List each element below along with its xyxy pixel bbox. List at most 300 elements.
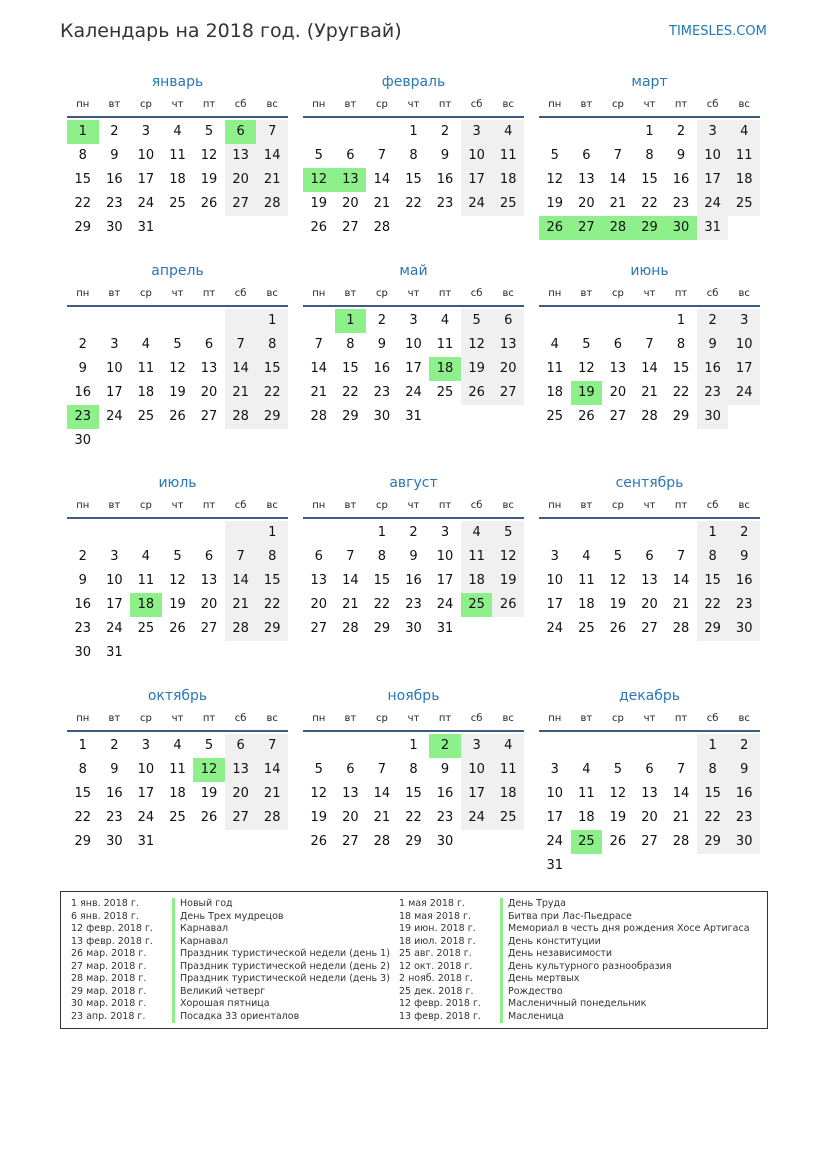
day-cell: 10 bbox=[461, 758, 493, 782]
empty-cell bbox=[193, 429, 225, 453]
day-cell: 27 bbox=[225, 192, 257, 216]
day-cell: 31 bbox=[137, 220, 155, 235]
empty-cell bbox=[634, 521, 666, 545]
day-cell: 17 bbox=[137, 786, 155, 801]
holiday-name: День мертвых bbox=[508, 973, 580, 984]
holiday-marker bbox=[172, 898, 175, 911]
weekday-label: вт bbox=[108, 713, 121, 724]
legend-row bbox=[71, 911, 390, 924]
day-cell: 23 bbox=[106, 196, 123, 211]
day-cell: 11 bbox=[169, 762, 186, 777]
day-cell: 10 bbox=[461, 144, 493, 168]
day-cell: 20 bbox=[641, 597, 658, 612]
day-cell: 17 bbox=[697, 168, 729, 192]
day-cell: 4 bbox=[461, 521, 493, 545]
month-12 bbox=[539, 686, 760, 886]
legend-row bbox=[71, 1011, 390, 1024]
day-cell: 20 bbox=[225, 782, 257, 806]
day-cell: 30 bbox=[436, 834, 454, 849]
day-grid bbox=[539, 120, 760, 240]
weekday-header bbox=[539, 287, 760, 307]
day-grid bbox=[67, 734, 288, 854]
day-cell: 2 bbox=[728, 734, 760, 758]
day-cell: 11 bbox=[461, 545, 493, 569]
weekday-label: сб bbox=[234, 99, 247, 110]
legend-row bbox=[399, 911, 750, 924]
day-cell: 27 bbox=[200, 409, 218, 424]
day-cell: 28 bbox=[602, 216, 634, 240]
holiday-marker bbox=[500, 986, 503, 999]
holiday-name: Праздник туристической недели (день 2) bbox=[180, 960, 390, 972]
weekday-header bbox=[539, 98, 760, 118]
day-cell: 21 bbox=[373, 196, 391, 211]
day-cell: 10 bbox=[137, 762, 155, 777]
month-1 bbox=[67, 72, 288, 272]
day-cell: 11 bbox=[492, 758, 524, 782]
month-11 bbox=[303, 686, 524, 886]
weekday-header bbox=[539, 712, 760, 732]
day-cell: 17 bbox=[106, 385, 123, 400]
day-cell: 6 bbox=[492, 309, 524, 333]
empty-cell bbox=[67, 309, 99, 333]
day-cell: 14 bbox=[225, 357, 257, 381]
site-link[interactable]: TIMESLES.COM bbox=[669, 24, 767, 39]
day-cell: 15 bbox=[641, 172, 658, 187]
empty-cell bbox=[225, 641, 257, 665]
day-cell: 25 bbox=[492, 192, 524, 216]
day-cell: 25 bbox=[169, 810, 186, 825]
day-cell: 24 bbox=[546, 834, 564, 849]
day-cell: 11 bbox=[137, 361, 155, 376]
weekday-label: пн bbox=[76, 288, 90, 299]
weekday-label: сб bbox=[234, 500, 247, 511]
page-title: Календарь на 2018 год. (Уругвай) bbox=[60, 20, 402, 42]
day-cell: 28 bbox=[256, 806, 288, 830]
month-name: август bbox=[389, 475, 438, 491]
month-name: сентябрь bbox=[615, 475, 684, 491]
day-cell: 6 bbox=[346, 762, 355, 777]
holiday-name: День Труда bbox=[508, 898, 566, 909]
legend-row bbox=[399, 898, 750, 911]
empty-cell bbox=[602, 854, 634, 878]
day-cell: 1 bbox=[67, 120, 99, 144]
legend-row bbox=[71, 923, 390, 936]
holiday-name: Праздник туристической недели (день 1) bbox=[180, 948, 390, 959]
day-cell: 26 bbox=[169, 409, 186, 424]
legend-row bbox=[399, 1011, 750, 1024]
day-cell: 21 bbox=[310, 385, 328, 400]
month-9 bbox=[539, 473, 760, 673]
day-cell: 19 bbox=[546, 196, 564, 211]
weekday-header bbox=[67, 287, 288, 307]
day-cell: 2 bbox=[697, 309, 729, 333]
day-cell: 26 bbox=[310, 220, 328, 235]
weekday-label: сб bbox=[706, 713, 719, 724]
month-name: октябрь bbox=[147, 688, 208, 704]
month-name: январь bbox=[151, 74, 204, 90]
day-cell: 7 bbox=[377, 148, 387, 163]
month-3 bbox=[539, 72, 760, 272]
day-cell: 13 bbox=[225, 758, 257, 782]
holiday-name: Хорошая пятница bbox=[180, 998, 270, 1009]
month-5 bbox=[303, 261, 524, 461]
weekday-label: пн bbox=[312, 713, 326, 724]
day-cell: 29 bbox=[405, 834, 422, 849]
weekday-label: вт bbox=[580, 288, 593, 299]
day-grid bbox=[303, 309, 524, 429]
day-cell: 24 bbox=[728, 381, 760, 405]
day-cell: 1 bbox=[697, 521, 729, 545]
empty-cell bbox=[162, 641, 194, 665]
empty-cell bbox=[225, 429, 257, 453]
day-cell: 13 bbox=[310, 573, 328, 588]
day-cell: 10 bbox=[546, 573, 564, 588]
day-cell: 23 bbox=[74, 621, 92, 636]
day-cell: 20 bbox=[225, 168, 257, 192]
day-cell: 24 bbox=[546, 621, 564, 636]
day-cell: 18 bbox=[461, 569, 493, 593]
empty-cell bbox=[193, 830, 225, 854]
day-cell: 6 bbox=[645, 762, 654, 777]
day-cell: 27 bbox=[641, 621, 658, 636]
month-2 bbox=[303, 72, 524, 272]
holiday-date: 29 мар. 2018 г. bbox=[71, 985, 147, 997]
empty-cell bbox=[130, 521, 162, 545]
day-cell: 8 bbox=[676, 337, 686, 352]
day-cell: 7 bbox=[377, 762, 387, 777]
day-cell: 16 bbox=[405, 573, 422, 588]
holiday-date: 18 июл. 2018 г. bbox=[399, 935, 476, 947]
day-grid bbox=[539, 521, 760, 641]
empty-cell bbox=[130, 429, 162, 453]
holiday-marker bbox=[500, 998, 503, 1011]
empty-cell bbox=[571, 854, 603, 878]
empty-cell bbox=[665, 854, 697, 878]
day-cell: 26 bbox=[609, 834, 627, 849]
empty-cell bbox=[429, 216, 461, 240]
day-cell: 12 bbox=[303, 168, 335, 192]
day-cell: 8 bbox=[409, 148, 418, 163]
holiday-marker bbox=[500, 923, 503, 936]
day-cell: 30 bbox=[405, 621, 422, 636]
day-cell: 15 bbox=[405, 172, 422, 187]
day-cell: 12 bbox=[310, 786, 328, 801]
day-cell: 23 bbox=[373, 385, 391, 400]
holiday-date: 1 янв. 2018 г. bbox=[71, 898, 139, 909]
empty-cell bbox=[303, 309, 335, 333]
legend-row bbox=[399, 923, 750, 936]
day-cell: 30 bbox=[106, 220, 123, 235]
day-cell: 13 bbox=[335, 168, 367, 192]
day-cell: 12 bbox=[578, 361, 595, 376]
day-cell: 3 bbox=[461, 120, 493, 144]
day-cell: 4 bbox=[492, 120, 524, 144]
day-cell: 26 bbox=[578, 409, 595, 424]
empty-cell bbox=[225, 216, 257, 240]
day-cell: 30 bbox=[665, 216, 697, 240]
weekday-label: пт bbox=[438, 99, 452, 110]
weekday-label: вс bbox=[266, 713, 278, 724]
day-cell: 24 bbox=[106, 621, 123, 636]
day-cell: 27 bbox=[342, 834, 359, 849]
empty-cell bbox=[571, 120, 603, 144]
weekday-label: чт bbox=[643, 99, 656, 110]
empty-cell bbox=[665, 521, 697, 545]
day-cell: 5 bbox=[461, 309, 493, 333]
day-cell: 3 bbox=[110, 549, 119, 564]
day-cell: 15 bbox=[256, 569, 288, 593]
day-cell: 20 bbox=[609, 385, 627, 400]
day-cell: 25 bbox=[137, 409, 155, 424]
empty-cell bbox=[335, 120, 367, 144]
holiday-name: Праздник туристической недели (день 3) bbox=[180, 973, 390, 984]
day-cell: 29 bbox=[672, 409, 690, 424]
legend-row bbox=[71, 948, 390, 961]
day-cell: 19 bbox=[310, 810, 328, 825]
day-grid bbox=[539, 734, 760, 878]
day-cell: 8 bbox=[78, 148, 87, 163]
empty-cell bbox=[728, 854, 760, 878]
day-cell: 24 bbox=[137, 810, 155, 825]
day-cell: 22 bbox=[672, 385, 690, 400]
day-cell: 16 bbox=[74, 385, 92, 400]
month-name: июль bbox=[158, 475, 197, 491]
day-cell: 14 bbox=[373, 172, 391, 187]
weekday-label: пт bbox=[202, 713, 216, 724]
weekday-label: вс bbox=[738, 288, 750, 299]
day-cell: 3 bbox=[110, 337, 119, 352]
empty-cell bbox=[461, 617, 493, 641]
day-cell: 11 bbox=[169, 148, 186, 163]
holiday-name: Битва при Лас-Пьедрасе bbox=[508, 910, 632, 922]
day-cell: 18 bbox=[492, 782, 524, 806]
day-cell: 17 bbox=[546, 597, 564, 612]
day-cell: 2 bbox=[409, 525, 418, 540]
day-cell: 1 bbox=[335, 309, 367, 333]
day-cell: 5 bbox=[173, 549, 182, 564]
day-cell: 28 bbox=[672, 621, 690, 636]
holiday-name: Масленица bbox=[508, 1010, 564, 1022]
day-cell: 10 bbox=[546, 786, 564, 801]
day-cell: 24 bbox=[461, 806, 493, 830]
month-7 bbox=[67, 473, 288, 673]
day-cell: 2 bbox=[377, 313, 387, 328]
weekday-header bbox=[303, 287, 524, 307]
weekday-label: ср bbox=[611, 713, 624, 724]
weekday-label: ср bbox=[375, 713, 388, 724]
day-cell: 14 bbox=[225, 569, 257, 593]
day-cell: 1 bbox=[676, 313, 686, 328]
empty-cell bbox=[225, 309, 257, 333]
weekday-label: сб bbox=[470, 288, 483, 299]
weekday-label: ср bbox=[611, 99, 624, 110]
day-cell: 15 bbox=[373, 573, 391, 588]
day-cell: 3 bbox=[697, 120, 729, 144]
day-cell: 31 bbox=[436, 621, 454, 636]
day-cell: 28 bbox=[373, 220, 391, 235]
day-cell: 24 bbox=[436, 597, 454, 612]
weekday-label: чт bbox=[171, 500, 184, 511]
weekday-label: сб bbox=[706, 99, 719, 110]
weekday-label: пн bbox=[312, 99, 326, 110]
holiday-name: Великий четверг bbox=[180, 985, 266, 997]
weekday-label: сб bbox=[234, 288, 247, 299]
day-cell: 13 bbox=[578, 172, 595, 187]
day-cell: 25 bbox=[571, 830, 603, 854]
day-cell: 27 bbox=[310, 621, 328, 636]
weekday-label: ср bbox=[139, 713, 152, 724]
day-cell: 4 bbox=[141, 549, 151, 564]
empty-cell bbox=[602, 521, 634, 545]
day-cell: 2 bbox=[110, 124, 119, 139]
weekday-label: пн bbox=[312, 500, 326, 511]
empty-cell bbox=[366, 734, 398, 758]
day-cell: 17 bbox=[436, 573, 454, 588]
day-cell: 10 bbox=[106, 573, 123, 588]
day-cell: 20 bbox=[641, 810, 658, 825]
weekday-label: чт bbox=[407, 500, 420, 511]
day-cell: 14 bbox=[672, 786, 690, 801]
day-cell: 18 bbox=[578, 597, 595, 612]
day-cell: 18 bbox=[429, 357, 461, 381]
day-cell: 15 bbox=[342, 361, 359, 376]
day-cell: 4 bbox=[492, 734, 524, 758]
day-cell: 26 bbox=[200, 810, 218, 825]
weekday-label: пн bbox=[548, 99, 562, 110]
day-cell: 14 bbox=[609, 172, 627, 187]
weekday-header bbox=[67, 712, 288, 732]
day-cell: 29 bbox=[373, 621, 391, 636]
empty-cell bbox=[492, 405, 524, 429]
day-cell: 23 bbox=[405, 597, 422, 612]
holiday-date: 13 февр. 2018 г. bbox=[71, 935, 153, 947]
day-cell: 19 bbox=[169, 597, 186, 612]
day-cell: 8 bbox=[256, 545, 288, 569]
empty-cell bbox=[256, 216, 288, 240]
month-name: март bbox=[631, 74, 668, 90]
day-cell: 15 bbox=[74, 786, 92, 801]
day-cell: 7 bbox=[225, 333, 257, 357]
holiday-date: 12 февр. 2018 г. bbox=[71, 923, 153, 934]
day-cell: 6 bbox=[645, 549, 654, 564]
empty-cell bbox=[539, 120, 571, 144]
day-cell: 16 bbox=[436, 172, 454, 187]
day-cell: 5 bbox=[314, 762, 323, 777]
day-cell: 7 bbox=[676, 762, 686, 777]
day-cell: 28 bbox=[225, 405, 257, 429]
day-cell: 18 bbox=[728, 168, 760, 192]
legend-row bbox=[71, 936, 390, 949]
day-cell: 1 bbox=[256, 521, 288, 545]
month-name: февраль bbox=[381, 74, 446, 90]
day-cell: 1 bbox=[377, 525, 387, 540]
empty-cell bbox=[162, 216, 194, 240]
day-cell: 25 bbox=[546, 409, 564, 424]
day-cell: 18 bbox=[546, 385, 564, 400]
holiday-name: Карнавал bbox=[180, 935, 229, 947]
holiday-date: 12 окт. 2018 г. bbox=[399, 960, 473, 972]
day-cell: 1 bbox=[697, 734, 729, 758]
empty-cell bbox=[571, 521, 603, 545]
weekday-label: вт bbox=[580, 713, 593, 724]
day-cell: 5 bbox=[314, 148, 323, 163]
day-cell: 20 bbox=[342, 810, 359, 825]
day-cell: 30 bbox=[74, 645, 92, 660]
day-cell: 15 bbox=[697, 782, 729, 806]
day-grid bbox=[303, 120, 524, 240]
day-grid bbox=[67, 120, 288, 240]
day-cell: 21 bbox=[342, 597, 359, 612]
weekday-label: вт bbox=[108, 500, 121, 511]
empty-cell bbox=[162, 830, 194, 854]
day-cell: 30 bbox=[728, 830, 760, 854]
day-cell: 25 bbox=[169, 196, 186, 211]
day-cell: 6 bbox=[225, 120, 257, 144]
day-cell: 1 bbox=[409, 124, 418, 139]
weekday-label: пт bbox=[202, 99, 216, 110]
empty-cell bbox=[697, 854, 729, 878]
empty-cell bbox=[335, 521, 367, 545]
weekday-label: чт bbox=[643, 288, 656, 299]
day-cell: 20 bbox=[200, 385, 218, 400]
empty-cell bbox=[99, 309, 131, 333]
day-cell: 2 bbox=[440, 124, 450, 139]
day-cell: 8 bbox=[409, 762, 418, 777]
day-cell: 29 bbox=[74, 220, 92, 235]
day-cell: 12 bbox=[169, 573, 186, 588]
legend-column-left bbox=[71, 898, 390, 1023]
day-cell: 13 bbox=[225, 144, 257, 168]
day-cell: 13 bbox=[200, 361, 218, 376]
weekday-label: ср bbox=[611, 288, 624, 299]
weekday-label: вт bbox=[580, 500, 593, 511]
day-cell: 27 bbox=[200, 621, 218, 636]
day-cell: 17 bbox=[405, 361, 422, 376]
day-cell: 16 bbox=[373, 361, 391, 376]
day-cell: 6 bbox=[204, 337, 214, 352]
day-cell: 15 bbox=[74, 172, 92, 187]
day-cell: 3 bbox=[141, 124, 151, 139]
day-cell: 26 bbox=[200, 196, 218, 211]
day-cell: 7 bbox=[613, 148, 623, 163]
legend-row bbox=[399, 948, 750, 961]
weekday-label: пн bbox=[76, 99, 90, 110]
day-cell: 5 bbox=[550, 148, 559, 163]
holiday-legend bbox=[60, 891, 768, 1029]
day-cell: 26 bbox=[492, 593, 524, 617]
day-cell: 24 bbox=[405, 385, 422, 400]
holiday-date: 1 мая 2018 г. bbox=[399, 898, 465, 909]
legend-row bbox=[399, 998, 750, 1011]
empty-cell bbox=[193, 216, 225, 240]
day-cell: 9 bbox=[409, 549, 418, 564]
day-cell: 20 bbox=[200, 597, 218, 612]
day-cell: 17 bbox=[546, 810, 564, 825]
day-cell: 2 bbox=[78, 549, 87, 564]
weekday-label: пт bbox=[202, 288, 216, 299]
day-cell: 20 bbox=[492, 357, 524, 381]
day-cell: 9 bbox=[697, 333, 729, 357]
legend-row bbox=[71, 898, 390, 911]
holiday-name: День Трех мудрецов bbox=[180, 910, 284, 922]
legend-row bbox=[399, 986, 750, 999]
day-cell: 11 bbox=[728, 144, 760, 168]
day-cell: 30 bbox=[74, 433, 92, 448]
empty-cell bbox=[162, 521, 194, 545]
month-8 bbox=[303, 473, 524, 673]
holiday-marker bbox=[500, 936, 503, 949]
day-cell: 19 bbox=[461, 357, 493, 381]
